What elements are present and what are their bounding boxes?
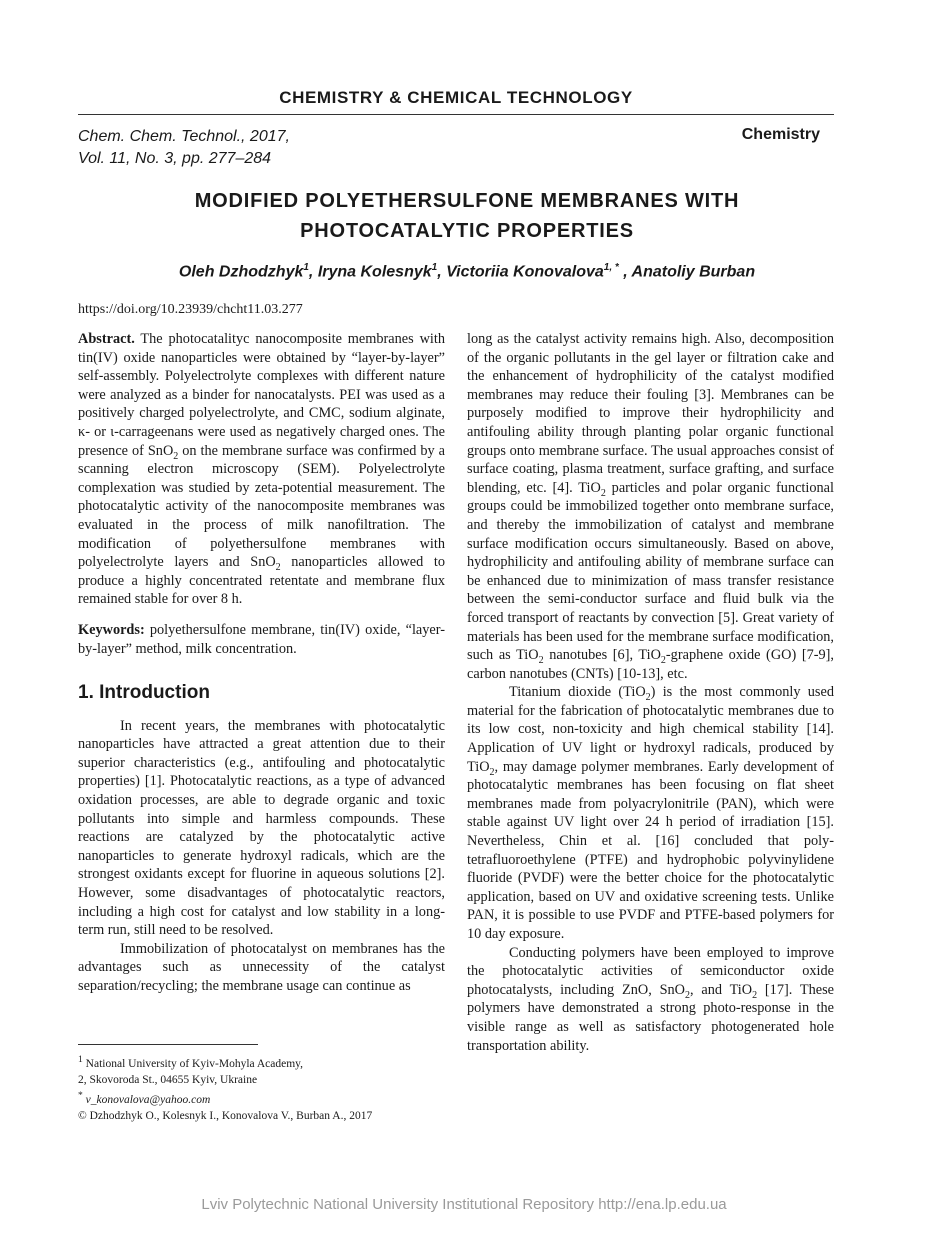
header-divider bbox=[78, 114, 834, 115]
text-run: nanotubes [6], TiO bbox=[543, 647, 661, 664]
abstract-text: The photocatalityc nanocomposite membranes with tin(IV) oxide nanoparticles were obtained by “layer-by-layer” self-assembly. Polyelectrolyte complexes with different nature were analyzed as a binder for nanocatalysts. PEI was used as a positively charged polyelectrolyte, and CMC, sodium alginate, κ- or ι-carrageenans were used as negatively charged ones. The presence of SnO bbox=[78, 331, 445, 459]
abstract bbox=[78, 330, 445, 609]
subscript: 2 bbox=[600, 487, 606, 499]
title-line-1: MODIFIED POLYETHERSULFONE MEMBRANES WITH bbox=[194, 190, 740, 212]
text-run: Conducting polymers have been employed to improve the photocatalytic activities of semiconductor oxide photocatalysts, including ZnO, SnO bbox=[467, 944, 834, 998]
author-name: Iryna Kolesnyk bbox=[317, 263, 432, 281]
subscript: 2 bbox=[685, 989, 690, 1001]
text-run: [17]. These polymers have demonstrated a strong photo-response in the visible range as well as satisfactory photogenerated hole transportation ability. bbox=[467, 981, 834, 1054]
paragraph bbox=[467, 330, 834, 683]
paragraph bbox=[467, 683, 834, 943]
footnote-mark: 1 bbox=[78, 1054, 83, 1065]
text-run: , may damage polymer membranes. Early development of photocatalytic membranes has been focusing on flat sheet membranes made from polyacrylonitrile (PAN), which were stable against UV light over 24 h period of irradiation [15]. Nevertheless, Chin et al. [16] concluded that poly-tetrafluoroethylene (PTFE) and hydrophobic polyvinylidene fluoride (PVDF) were the better choice for the photocatalytic application, based on UV and oxidative screening tests. Unlike PAN, it is possible to use PVDF and PTFE-based polymers for 10 day exposure. bbox=[467, 758, 834, 942]
text-run: , and TiO bbox=[690, 981, 753, 998]
author-list: Oleh Dzhodzhyk$^1$, Iryna Kolesnyk$^1$, Victoriia Konovalova$^{1, *}$ , Anatoliy Burban bbox=[178, 262, 756, 281]
abstract-text: nanoparticles allowed to produce a highly concentrated retentate and membrane flux remained stable for over 8 h. bbox=[78, 554, 445, 608]
citation-line-2: Vol. 11, No. 3, pp. 277–284 bbox=[78, 150, 272, 167]
footnote-email bbox=[78, 1088, 372, 1108]
email-link[interactable]: v_konovalova@yahoo.com bbox=[85, 1093, 211, 1106]
footnote-divider bbox=[78, 1044, 258, 1045]
footnote-address: 2, Skovoroda St., 04655 Kyiv, Ukraine bbox=[78, 1073, 258, 1086]
footnote-affiliation bbox=[78, 1052, 372, 1072]
keywords-label: Keywords: bbox=[78, 621, 145, 638]
subscript: 2 bbox=[173, 450, 179, 462]
repository-footer: Lviv Polytechnic National University Institutional Repository http://ena.lp.edu.ua bbox=[201, 1196, 727, 1213]
abstract-text: on the membrane surface was confirmed by a scanning electron microscopy (SEM). Polyelectrolyte complexation was studied by zeta-potential measurement. The photocatalytic activity of the nanocomposite membranes was evaluated in the process of milk nanofiltration. The modification of polyethersulfone membranes with polyelectrolyte layers and SnO bbox=[78, 442, 445, 571]
title-line-2: PHOTOCATALYTIC PROPERTIES bbox=[300, 220, 634, 242]
left-column bbox=[78, 330, 445, 996]
right-column bbox=[467, 330, 834, 1055]
citation bbox=[78, 126, 290, 170]
footnote-copyright: © Dzhodzhyk O., Kolesnyk I., Konovalova V., Burban A., 2017 bbox=[78, 1109, 373, 1122]
doi-link[interactable]: https://doi.org/10.23939/chcht11.03.277 bbox=[78, 302, 303, 317]
author-name: Victoriia Konovalova bbox=[446, 263, 604, 281]
author-affiliation-mark: 1 bbox=[303, 262, 309, 273]
subscript: 2 bbox=[275, 561, 281, 573]
text-run: long as the catalyst activity remains high. Also, decomposition of the organic pollutants in the gel layer or filtration cake and the enhancement of hydrophilicity of the catalyst modified membranes may reduce their fouling [3]. Membranes can be purposely modified to improve their hydrophilicity and antifouling ability through planting polar organic functional groups onto membrane surface. The usual approaches consist of surface coating, plasma treatment, surface grafting, and surface blending, etc. [4]. TiO bbox=[467, 331, 834, 496]
footnote-text: National University of Kyiv-Mohyla Academy, bbox=[85, 1057, 304, 1070]
paragraph: Immobilization of photocatalyst on membranes has the advantages such as unnecessity of the catalyst separation/recycling; the membrane usage can continue as bbox=[78, 940, 445, 994]
text-run: -graphene oxide (GO) [7-9], carbon nanotubes (CNTs) [10-13], etc. bbox=[467, 647, 834, 682]
citation-line-1: Chem. Chem. Technol., 2017, bbox=[78, 128, 290, 145]
author-name: Anatoliy Burban bbox=[631, 263, 756, 281]
subscript: 2 bbox=[489, 766, 495, 778]
subscript: 2 bbox=[660, 654, 666, 666]
paragraph: In recent years, the membranes with photocatalytic nanoparticles have attracted a great attention due to their superior characteristics (e.g., antifouling and photocatalytic properties) [1]. Photocatalytic reactions, as a type of advanced oxidation processes, are able to degrade organic and toxic pollutants into simple and harmless compounds. These reactions are catalyzed by the photocatalytic active nanoparticles to generate hydroxyl radicals, which are the strongest oxidants except for fluorine in aqueous solutions [2]. However, some disadvantages of photocatalytic reactors, including a high cost for catalyst and low stability in a long-term run, still need to be resolved. bbox=[78, 717, 445, 939]
text-run: Titanium dioxide (TiO bbox=[509, 684, 646, 701]
footnotes bbox=[78, 1052, 372, 1124]
author-name: Oleh Dzhodzhyk bbox=[178, 263, 304, 281]
keywords-text: polyethersulfone membrane, tin(IV) oxide, “layer-by-layer” method, milk concentration. bbox=[78, 621, 445, 657]
subscript: 2 bbox=[752, 989, 758, 1001]
text-run: ) is the most commonly used material for the fabrication of photocatalytic membranes due to its low cost, non-toxicity and high chemical stability [14]. Application of UV light or hydroxyl radicals, produced by TiO bbox=[467, 684, 834, 775]
author-affiliation-mark: 1, * bbox=[603, 262, 619, 273]
footnote-mark: * bbox=[78, 1089, 83, 1101]
section-heading: 1. Introduction bbox=[78, 682, 210, 704]
subscript: 2 bbox=[538, 654, 544, 666]
article-title bbox=[78, 186, 856, 246]
author-affiliation-mark: 1 bbox=[431, 262, 438, 273]
abstract-label: Abstract. bbox=[78, 331, 135, 347]
text-run: particles and polar organic functional groups could be immobilized together onto membrane surface, and thereby the immobilization of catalyst and membrane surface modification occurs simultaneously. Based on above, hydrophilicity and antifouling ability of membrane surface can be enhanced due to minimization of mass transfer resistance between the semi-conductor surface and fluid bulk via the forced transport of reactants by convection [5]. Great variety of materials has been used for the membrane surface modification, such as TiO bbox=[467, 479, 834, 664]
keywords bbox=[78, 621, 445, 658]
section-label: Chemistry bbox=[741, 126, 820, 143]
subscript: 2 bbox=[645, 692, 651, 704]
journal-header: CHEMISTRY & CHEMICAL TECHNOLOGY bbox=[279, 88, 633, 107]
paragraph bbox=[467, 944, 834, 1056]
